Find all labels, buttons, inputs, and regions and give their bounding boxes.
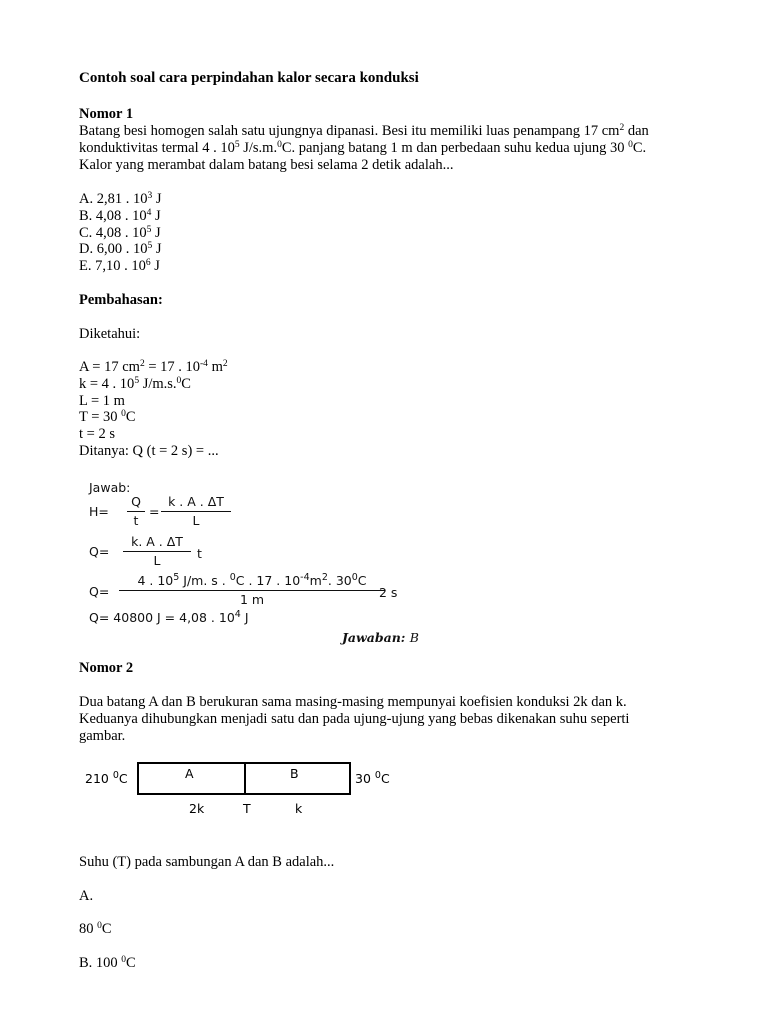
q2-prompt: Suhu (T) pada sambungan A dan B adalah... — [79, 854, 335, 870]
q2-line-1: Dua batang A dan B berukuran sama masing-masing mempunyai koefisien konduksi 2k dan k. — [79, 694, 627, 710]
h-eq: = — [149, 504, 160, 519]
q2-t: 2 s — [379, 585, 398, 600]
given-values — [79, 359, 228, 460]
h-den2: L — [192, 513, 200, 528]
q1-heading: Nomor 1 — [79, 106, 134, 122]
q2-heading: Nomor 2 — [79, 660, 134, 676]
diketahui-label: Diketahui: — [79, 326, 141, 342]
q2-line-2: Keduanya dihubungkan menjadi satu dan pada ujung-ujung yang bebas dikenakan suhu seperti — [79, 710, 630, 727]
rod-diagram — [85, 762, 405, 822]
rod — [137, 762, 351, 795]
k-b-label: k — [295, 801, 303, 816]
q-lhs: Q= — [89, 544, 110, 559]
rod-b-label: B — [290, 766, 299, 781]
answer: Jawaban: B — [342, 630, 419, 645]
given-area: A = 17 $cm^2 = 17$ . $10^{-4}$ $m^2$ — [79, 359, 228, 375]
right-temperature: 30 $^0$C — [355, 770, 390, 786]
q1-line-1: Batang besi homogen salah satu ujungnya dipanasi. Besi itu memiliki luas penampang 17 $cm^2$ dan — [79, 123, 649, 139]
page-title: Contoh soal cara perpindahan kalor secara konduksi — [79, 70, 419, 86]
q2-lhs: Q= — [89, 584, 110, 599]
left-temperature: 210 $^0$C — [85, 770, 128, 786]
q1-line-3: Kalor yang merambat dalam batang besi selama 2 detik adalah... — [79, 156, 454, 173]
q-den: L — [153, 553, 161, 568]
option-e: E. 7,10 . $10^6$ J — [79, 258, 160, 275]
rod-joint — [244, 762, 246, 795]
joint-temperature-label: T — [243, 801, 251, 816]
q2-line-3: gambar. — [79, 727, 126, 744]
h-num1: Q — [131, 494, 141, 509]
pembahasan-heading: Pembahasan: — [79, 292, 163, 308]
h-lhs: H= — [89, 504, 109, 519]
jawab-label: Jawab: — [89, 480, 131, 495]
rod-a-label: A — [185, 766, 194, 781]
k-a-label: 2k — [189, 801, 205, 816]
h-bar1 — [127, 511, 145, 512]
q2-num: 4 . $10^5$ J/m. s . $^0$C . 17 . $10^{-4}m^2$. $30^0C$ — [137, 572, 367, 588]
q2-question — [79, 694, 729, 744]
q2-den: 1 m — [239, 592, 265, 607]
q1-options — [79, 191, 162, 275]
given-k: k = 4 . $10^5$ J/m.s.$^0$C — [79, 375, 191, 392]
option-d: D. 6,00 . $10^5$ J — [79, 241, 162, 258]
given-length: L = 1 m — [79, 392, 125, 409]
q1-question — [79, 123, 729, 173]
q2-bar — [119, 590, 385, 591]
option-a: A. 2,81 . $10^3$ J — [79, 191, 162, 207]
q2-option-a-value: 80 $^0$C — [79, 921, 112, 937]
q1-line-2: konduktivitas termal 4 . $10^5$ J/s.m.$^0$C. panjang batang 1 m dan perbedaan suhu kedua ujung 30 $^0$C. — [79, 139, 647, 156]
given-temp: T = 30 $^0$C — [79, 409, 136, 426]
solution-formula — [89, 480, 649, 645]
option-b: B. 4,08 . $10^4$ J — [79, 207, 161, 224]
q2-option-b: B. 100 $^0$C — [79, 955, 136, 971]
q-t: t — [197, 546, 202, 561]
h-num2: k . A . ΔT — [168, 494, 224, 509]
result: Q= 40800 J = 4,08 . $10^4$ J — [89, 609, 249, 625]
given-time: t = 2 s — [79, 426, 115, 443]
option-c: C. 4,08 . $10^5$ J — [79, 224, 161, 241]
q2-option-a-label: A. — [79, 888, 94, 904]
ditanya: Ditanya: Q (t = 2 s) = ... — [79, 442, 219, 459]
q-bar — [123, 551, 191, 552]
q-num: k. A . ΔT — [131, 534, 183, 549]
h-bar2 — [161, 511, 231, 512]
h-den1: t — [133, 513, 139, 528]
